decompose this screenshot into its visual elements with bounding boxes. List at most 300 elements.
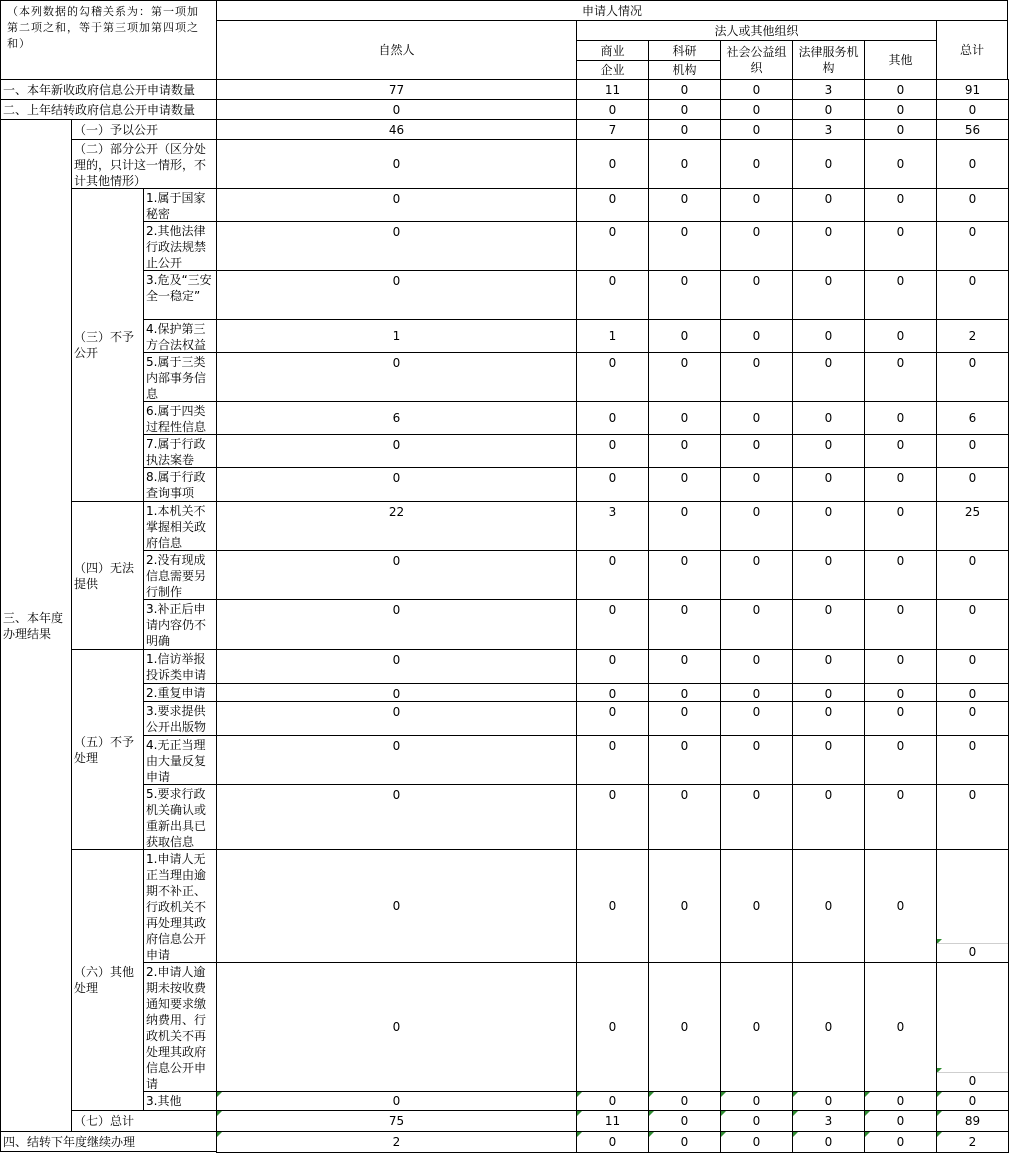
row-label-repeat (143, 683, 217, 702)
cell-value: 0 (680, 505, 689, 519)
cell-law-prohibited-public-welfare (720, 221, 793, 271)
cell-process-info-other (864, 401, 937, 435)
row-label-unclear (143, 599, 217, 650)
row-label-process-info (143, 401, 217, 435)
cell-value: 0 (896, 1020, 905, 1034)
row-label-state-secret (143, 188, 217, 222)
cell-enforcement-file-natural-person (216, 434, 577, 468)
header-commercial-bottom (576, 60, 649, 80)
cell-value: 0 (824, 653, 833, 667)
cell-value: 2 (968, 1135, 977, 1149)
cell-value: 0 (824, 705, 833, 719)
cell-value: 0 (392, 192, 401, 206)
cell-value: 0 (896, 329, 905, 343)
row-label-other (143, 1091, 217, 1111)
cell-value: 75 (388, 1114, 405, 1128)
row-label-enforcement-file-text: 7.属于行政执法案卷 (146, 437, 206, 467)
cell-value: 0 (896, 554, 905, 568)
cell-value: 0 (680, 82, 689, 97)
cell-carried-over-commercial (576, 99, 649, 120)
row-label-petition-text: 1.信访举报投诉类申请 (146, 652, 207, 682)
cell-query-matter-other (864, 467, 937, 502)
group-label-other-handling-text: （六）其他处理 (74, 965, 135, 995)
cell-law-prohibited-other (864, 221, 937, 271)
cell-need-create-public-welfare (720, 550, 793, 600)
cell-other-legal-service (792, 1091, 865, 1111)
cell-value: 91 (964, 82, 981, 97)
cell-value: 0 (896, 603, 905, 617)
formula-marker (937, 1092, 942, 1097)
cell-value: 0 (968, 157, 977, 171)
cell-internal-affairs-public-welfare (720, 352, 793, 402)
cell-grand-total-natural-person (216, 1110, 577, 1132)
formula-marker (217, 1092, 222, 1097)
cell-carried-over-public-welfare (720, 99, 793, 120)
cell-no-fee-public-welfare (720, 962, 793, 1092)
cell-value: 0 (824, 505, 833, 519)
cell-publication-other (864, 701, 937, 736)
row-label-reconfirm-text: 5.要求行政机关确认或重新出具已获取信息 (146, 787, 207, 849)
formula-marker (577, 1092, 582, 1097)
cell-value: 0 (752, 329, 761, 343)
cell-need-create-natural-person (216, 550, 577, 600)
cell-value: 0 (680, 687, 689, 701)
group-label-unable-provide-text: （四）无法提供 (74, 560, 135, 591)
cell-value: 0 (752, 1114, 761, 1128)
cell-unclear-natural-person (216, 599, 577, 650)
cell-value: 0 (680, 1020, 689, 1034)
cell-value: 0 (752, 899, 761, 913)
formula-marker (865, 1111, 870, 1116)
cell-enforcement-file-other (864, 434, 937, 468)
cell-state-secret-legal-service (792, 188, 865, 222)
cell-security-stability-public-welfare (720, 270, 793, 320)
cell-carried-over-research (648, 99, 721, 120)
cell-value: 0 (824, 1135, 833, 1149)
cell-internal-affairs-other (864, 352, 937, 402)
cell-value: 0 (968, 471, 977, 485)
cell-value: 0 (968, 788, 977, 802)
cell-value: 0 (680, 192, 689, 206)
row-label-carry-next-text: 四、结转下年度继续办理 (3, 1134, 136, 1149)
cell-value: 0 (896, 1135, 905, 1149)
cell-value: 0 (968, 687, 977, 701)
cell-enforcement-file-research (648, 434, 721, 468)
cell-new-requests-legal-service (792, 79, 865, 100)
cell-third-party-total (936, 319, 1009, 353)
cell-value: 0 (608, 705, 617, 719)
cell-value: 0 (752, 1020, 761, 1034)
formula-marker (577, 1111, 582, 1116)
cell-no-correction-legal-service (792, 849, 865, 963)
header-commercial-top-text: 商业 (600, 43, 625, 58)
row-label-no-correction-text: 1.申请人无正当理由逾期不补正、行政机关不再处理其政府信息公开申请 (146, 852, 207, 962)
cell-value: 0 (752, 438, 761, 452)
cell-disclosed-other (864, 119, 937, 140)
header-applicant (216, 0, 1008, 21)
header-research-top (648, 40, 721, 61)
cell-value: 0 (680, 1114, 689, 1128)
cell-value: 3 (824, 1114, 833, 1128)
cell-partial-natural-person (216, 139, 577, 189)
group-label-not-disclosed-text: （三）不予公开 (74, 330, 135, 360)
cell-value: 0 (608, 687, 617, 701)
header-note (0, 0, 217, 80)
cell-value: 3 (824, 82, 833, 97)
cell-value: 0 (896, 471, 905, 485)
formula-marker (649, 1092, 654, 1097)
cell-value: 0 (824, 157, 833, 171)
cell-value: 0 (608, 603, 617, 617)
cell-value: 0 (608, 1135, 617, 1149)
cell-value: 0 (608, 554, 617, 568)
cell-query-matter-total (936, 467, 1009, 502)
cell-disclosed-commercial (576, 119, 649, 140)
cell-state-secret-commercial (576, 188, 649, 222)
cell-grand-total-other (864, 1110, 937, 1132)
cell-value: 0 (752, 788, 761, 802)
cell-value: 0 (896, 1114, 905, 1128)
cell-value: 0 (680, 122, 689, 137)
cell-other-total (936, 1091, 1009, 1111)
cell-grand-total-legal-service (792, 1110, 865, 1132)
cell-disclosed-legal-service (792, 119, 865, 140)
cell-other-public-welfare (720, 1091, 793, 1111)
row-label-petition (143, 649, 217, 684)
cell-need-create-commercial (576, 550, 649, 600)
cell-partial-public-welfare (720, 139, 793, 189)
row-label-no-correction (143, 849, 217, 963)
cell-internal-affairs-natural-person (216, 352, 577, 402)
row-label-grand-total-text: （七）总计 (74, 1114, 135, 1128)
cell-value: 0 (752, 1135, 761, 1149)
cell-value: 0 (752, 471, 761, 485)
cell-value: 0 (752, 554, 761, 568)
row-label-new-requests (0, 79, 217, 100)
header-note-text: （本列数据的勾稽关系为：第一项加第二项之和，等于第三项加第四项之和） (7, 5, 199, 50)
cell-value: 2 (968, 329, 977, 343)
cell-value: 0 (824, 899, 833, 913)
cell-value: 11 (604, 1114, 621, 1128)
cell-carry-next-total (936, 1131, 1009, 1153)
group-label-not-processed (71, 649, 144, 850)
cell-value: 0 (896, 274, 905, 288)
cell-value: 0 (608, 356, 617, 370)
cell-value: 0 (824, 192, 833, 206)
cell-petition-research (648, 649, 721, 684)
row-label-need-create (143, 550, 217, 600)
row-label-not-held (143, 501, 217, 551)
cell-value: 0 (896, 82, 905, 97)
cell-security-stability-natural-person (216, 270, 577, 320)
cell-disclosed-research (648, 119, 721, 140)
header-public-welfare (720, 40, 793, 80)
cell-value: 1 (608, 329, 617, 343)
cell-law-prohibited-legal-service (792, 221, 865, 271)
formula-marker (793, 1092, 798, 1097)
cell-value: 0 (752, 739, 761, 753)
cell-no-correction-commercial (576, 849, 649, 963)
row-label-reconfirm (143, 784, 217, 850)
cell-repeat-public-welfare (720, 683, 793, 702)
cell-query-matter-research (648, 467, 721, 502)
cell-value: 0 (824, 329, 833, 343)
header-legal-service-text: 法律服务机构 (798, 45, 859, 75)
row-label-query-matter-text: 8.属于行政查询事项 (146, 470, 206, 500)
header-other-text: 其他 (888, 53, 913, 67)
cell-value: 0 (680, 788, 689, 802)
cell-value: 0 (392, 554, 401, 568)
cell-value: 0 (896, 157, 905, 171)
cell-value: 0 (896, 411, 905, 425)
cell-new-requests-natural-person (216, 79, 577, 100)
row-label-law-prohibited-text: 2.其他法律行政法规禁止公开 (146, 224, 207, 270)
cell-value: 0 (680, 411, 689, 425)
cell-no-fee-total (936, 962, 1009, 1092)
cell-carried-over-legal-service (792, 99, 865, 120)
formula-marker (217, 1132, 222, 1137)
cell-value: 6 (968, 411, 977, 425)
cell-no-correction-natural-person (216, 849, 577, 963)
cell-value: 0 (824, 1094, 833, 1108)
cell-new-requests-total (936, 79, 1009, 100)
cell-no-fee-legal-service (792, 962, 865, 1092)
cell-value: 7 (608, 122, 617, 137)
cell-value: 0 (608, 225, 617, 239)
cell-no-correction-other (864, 849, 937, 963)
cell-value: 0 (896, 102, 905, 117)
cell-value: 0 (752, 82, 761, 97)
cell-other-other (864, 1091, 937, 1111)
cell-value: 0 (680, 225, 689, 239)
cell-value: 0 (968, 653, 977, 667)
cell-petition-legal-service (792, 649, 865, 684)
cell-value: 0 (752, 356, 761, 370)
row-label-no-fee-text: 2.申请人逾期未按收费通知要求缴纳费用、行政机关不再处理其政府信息公开申请 (146, 965, 207, 1091)
cell-not-held-other (864, 501, 937, 551)
header-research-bottom (648, 60, 721, 80)
cell-value: 0 (824, 687, 833, 701)
cell-carry-next-research (648, 1131, 721, 1153)
cell-value: 0 (896, 225, 905, 239)
cell-no-fee-commercial (576, 962, 649, 1092)
cell-value: 0 (680, 603, 689, 617)
cell-other-commercial (576, 1091, 649, 1111)
cell-need-create-other (864, 550, 937, 600)
cell-value: 0 (752, 225, 761, 239)
cell-new-requests-other (864, 79, 937, 100)
cell-value: 0 (824, 274, 833, 288)
cell-petition-total (936, 649, 1009, 684)
cell-value: 3 (824, 122, 833, 137)
cell-internal-affairs-research (648, 352, 721, 402)
cell-other-research (648, 1091, 721, 1111)
cell-value: 0 (896, 438, 905, 452)
cell-value: 0 (824, 471, 833, 485)
formula-marker (865, 1092, 870, 1097)
cell-value: 0 (824, 438, 833, 452)
cell-value: 0 (968, 356, 977, 370)
cell-security-stability-total (936, 270, 1009, 320)
cell-partial-other (864, 139, 937, 189)
cell-third-party-public-welfare (720, 319, 793, 353)
cell-grand-total-total (936, 1110, 1009, 1132)
cell-value: 0 (392, 274, 401, 288)
cell-value: 0 (752, 1094, 761, 1108)
group-label-not-processed-text: （五）不予处理 (74, 734, 135, 765)
cell-value: 0 (896, 899, 905, 913)
cell-publication-research (648, 701, 721, 736)
cell-value: 0 (680, 653, 689, 667)
cell-not-held-commercial (576, 501, 649, 551)
cell-need-create-total (936, 550, 1009, 600)
header-public-welfare-text: 社会公益组织 (726, 45, 787, 75)
cell-value: 0 (608, 274, 617, 288)
cell-query-matter-natural-person (216, 467, 577, 502)
cell-value: 0 (824, 788, 833, 802)
cell-carried-over-natural-person (216, 99, 577, 120)
cell-value: 0 (680, 356, 689, 370)
cell-value: 0 (608, 102, 617, 117)
row-label-security-stability-text: 3.危及“三安全一稳定” (146, 273, 212, 303)
cell-value: 0 (968, 274, 977, 288)
cell-carry-next-natural-person (216, 1131, 577, 1153)
cell-value: 0 (824, 102, 833, 117)
cell-internal-affairs-legal-service (792, 352, 865, 402)
cell-new-requests-public-welfare (720, 79, 793, 100)
cell-value: 0 (608, 411, 617, 425)
row-label-partial-text: （二）部分公开（区分处理的，只计这一情形，不计其他情形） (74, 142, 207, 188)
formula-marker (721, 1132, 726, 1137)
cell-enforcement-file-commercial (576, 434, 649, 468)
row-label-internal-affairs (143, 352, 217, 402)
cell-repeat-commercial (576, 683, 649, 702)
formula-marker (937, 1132, 942, 1137)
cell-value: 0 (608, 1094, 617, 1108)
cell-reconfirm-legal-service (792, 784, 865, 850)
cell-law-prohibited-commercial (576, 221, 649, 271)
cell-repeat-legal-service (792, 683, 865, 702)
cell-repeat-natural-person (216, 683, 577, 702)
cell-value: 0 (608, 653, 617, 667)
cell-not-held-natural-person (216, 501, 577, 551)
row-label-third-party-text: 4.保护第三方合法权益 (146, 322, 207, 352)
cell-query-matter-public-welfare (720, 467, 793, 502)
cell-value: 0 (392, 1094, 401, 1108)
cell-mass-repeat-public-welfare (720, 735, 793, 785)
cell-no-fee-research (648, 962, 721, 1092)
row-label-security-stability (143, 270, 217, 320)
cell-petition-public-welfare (720, 649, 793, 684)
cell-value: 0 (752, 687, 761, 701)
cell-value: 0 (680, 329, 689, 343)
cell-value: 0 (937, 943, 1008, 961)
cell-value: 56 (964, 122, 981, 137)
group-label-other-handling (71, 849, 144, 1111)
cell-publication-legal-service (792, 701, 865, 736)
cell-value: 0 (608, 788, 617, 802)
cell-not-held-total (936, 501, 1009, 551)
cell-no-correction-public-welfare (720, 849, 793, 963)
cell-query-matter-legal-service (792, 467, 865, 502)
cell-value: 0 (896, 192, 905, 206)
cell-state-secret-natural-person (216, 188, 577, 222)
cell-value: 0 (968, 225, 977, 239)
row-label-publication-text: 3.要求提供公开出版物 (146, 704, 207, 734)
row-label-state-secret-text: 1.属于国家秘密 (146, 191, 206, 221)
cell-value: 0 (392, 356, 401, 370)
cell-value: 0 (392, 1020, 401, 1034)
cell-value: 0 (896, 687, 905, 701)
header-legal-group-text: 法人或其他组织 (714, 23, 799, 38)
formula-marker (721, 1111, 726, 1116)
cell-reconfirm-public-welfare (720, 784, 793, 850)
cell-value: 0 (752, 122, 761, 137)
cell-law-prohibited-research (648, 221, 721, 271)
cell-unclear-total (936, 599, 1009, 650)
cell-not-held-legal-service (792, 501, 865, 551)
row-label-grand-total (71, 1110, 217, 1132)
cell-value: 0 (392, 899, 401, 913)
cell-reconfirm-other (864, 784, 937, 850)
formula-marker (217, 1111, 222, 1116)
cell-value: 0 (680, 274, 689, 288)
cell-no-correction-research (648, 849, 721, 963)
cell-state-secret-public-welfare (720, 188, 793, 222)
cell-value: 0 (608, 471, 617, 485)
cell-value: 0 (680, 705, 689, 719)
cell-internal-affairs-total (936, 352, 1009, 402)
cell-state-secret-total (936, 188, 1009, 222)
cell-grand-total-public-welfare (720, 1110, 793, 1132)
group-label-unable-provide (71, 501, 144, 650)
cell-new-requests-research (648, 79, 721, 100)
cell-value: 0 (968, 554, 977, 568)
row-label-carried-over (0, 99, 217, 120)
cell-partial-legal-service (792, 139, 865, 189)
cell-value: 22 (388, 505, 405, 519)
row-label-mass-repeat (143, 735, 217, 785)
cell-no-correction-total (936, 849, 1009, 963)
cell-value: 0 (968, 1094, 977, 1108)
cell-new-requests-commercial (576, 79, 649, 100)
formula-marker (577, 1132, 582, 1137)
cell-value: 0 (896, 122, 905, 137)
cell-value: 0 (608, 157, 617, 171)
header-total-text: 总计 (959, 43, 984, 57)
row-label-law-prohibited (143, 221, 217, 271)
cell-value: 0 (392, 102, 401, 117)
cell-process-info-natural-person (216, 401, 577, 435)
cell-value: 0 (392, 788, 401, 802)
cell-carried-over-total (936, 99, 1009, 120)
cell-value: 77 (388, 82, 405, 97)
cell-carry-next-public-welfare (720, 1131, 793, 1153)
cell-value: 0 (608, 899, 617, 913)
cell-carried-over-other (864, 99, 937, 120)
row-label-disclosed (71, 119, 217, 140)
row-label-unclear-text: 3.补正后申请内容仍不明确 (146, 602, 207, 648)
row-label-other-text: 3.其他 (146, 1094, 182, 1108)
cell-disclosed-public-welfare (720, 119, 793, 140)
cell-value: 0 (392, 471, 401, 485)
row-label-no-fee (143, 962, 217, 1092)
cell-value: 0 (896, 788, 905, 802)
cell-value: 0 (752, 411, 761, 425)
cell-value: 0 (392, 225, 401, 239)
cell-need-create-research (648, 550, 721, 600)
row-label-enforcement-file (143, 434, 217, 468)
